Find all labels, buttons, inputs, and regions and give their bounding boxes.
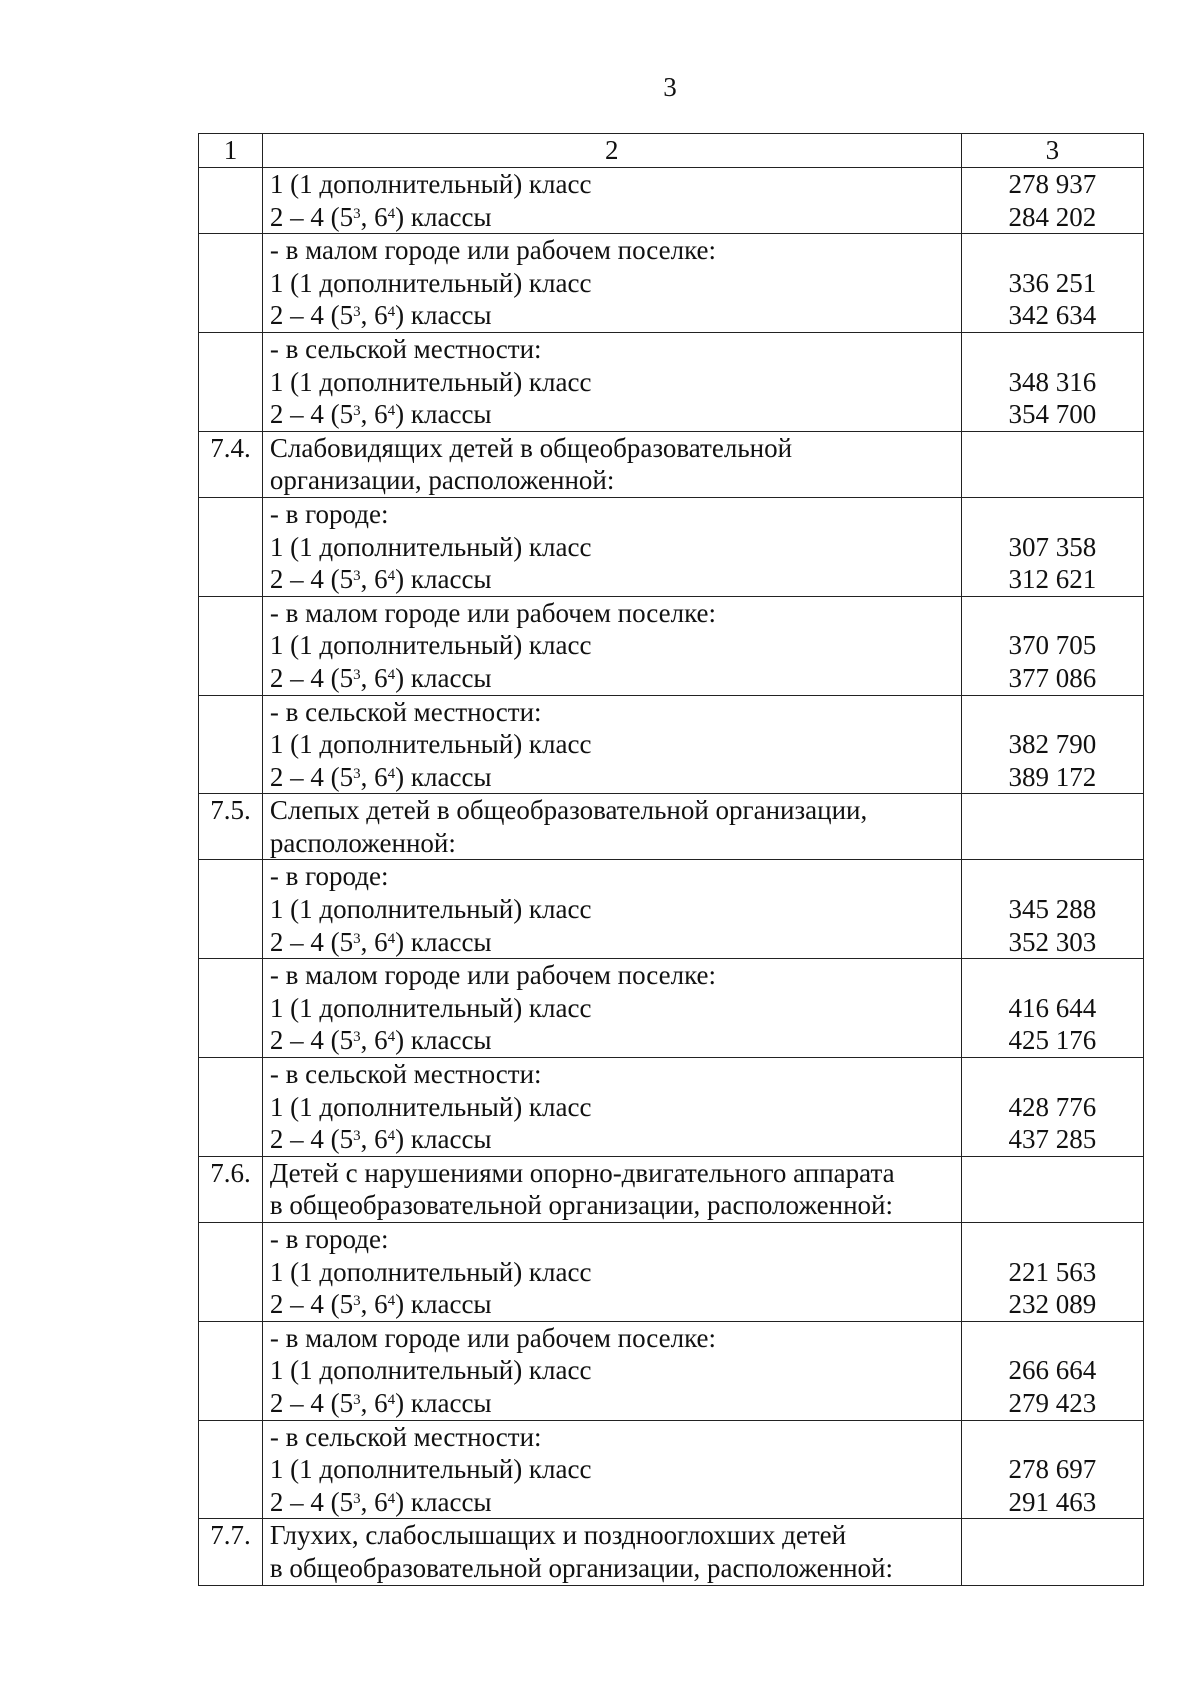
row-number-cell <box>199 860 263 959</box>
amount-value: 291 463 <box>1008 1486 1097 1517</box>
amount-cell <box>961 1519 1143 1585</box>
row-number-cell <box>199 497 263 596</box>
amount-cell <box>961 431 1143 497</box>
text-fragment: 2 – 4 (5 <box>269 564 354 595</box>
superscript: 4 <box>387 765 396 782</box>
amount-value: 352 303 <box>1008 926 1097 957</box>
description-line: Детей с нарушениями опорно-двигательного аппарата <box>269 1157 895 1188</box>
superscript: 3 <box>353 402 361 419</box>
amount-value: 428 776 <box>1008 1091 1097 1122</box>
superscript: 3 <box>353 666 361 683</box>
description-line: 1 (1 дополнительный) класс <box>269 1091 592 1122</box>
amount-value <box>962 1189 1143 1222</box>
row-number-cell <box>199 695 263 794</box>
row-number-cell <box>199 431 263 497</box>
row-number-cell <box>199 1321 263 1420</box>
amount-value: 425 176 <box>1008 1025 1097 1056</box>
superscript: 4 <box>387 304 396 321</box>
description-line: - в малом городе или рабочем поселке: <box>269 597 717 628</box>
amount-value: 382 790 <box>1008 729 1097 760</box>
description-cell <box>262 1420 961 1519</box>
superscript: 4 <box>387 666 396 683</box>
amount-cell <box>961 234 1143 333</box>
description-line <box>270 1387 961 1420</box>
amount-value: 389 172 <box>1008 761 1097 792</box>
description-line: 1 (1 дополнительный) класс <box>269 630 592 661</box>
row-number-cell <box>199 596 263 695</box>
text-fragment: ) классы <box>395 1289 492 1320</box>
row-number-cell <box>199 1156 263 1222</box>
amount-value <box>962 959 1143 992</box>
description-line: Слепых детей в общеобразовательной организации, <box>269 795 868 826</box>
description-line: Слабовидящих детей в общеобразовательной <box>269 432 793 463</box>
amount-cell <box>961 1058 1143 1157</box>
description-line <box>270 761 961 794</box>
row-number <box>199 597 262 630</box>
text-fragment: , 6 <box>360 1289 388 1320</box>
text-fragment: ) классы <box>395 399 492 430</box>
table-header-row <box>199 134 1144 168</box>
text-fragment: , 6 <box>360 564 388 595</box>
text-fragment: , 6 <box>360 1025 388 1056</box>
amount-value: 336 251 <box>1008 267 1097 298</box>
table-row <box>199 168 1144 234</box>
amount-value <box>962 333 1143 366</box>
superscript: 4 <box>387 402 396 419</box>
table-body <box>199 134 1144 1586</box>
amount-cell <box>961 1420 1143 1519</box>
amount-value <box>962 1058 1143 1091</box>
text-fragment: ) классы <box>395 300 492 331</box>
row-number: 7.6. <box>210 1157 251 1188</box>
superscript: 3 <box>353 930 361 947</box>
amount-value <box>962 860 1143 893</box>
amount-value: 416 644 <box>1008 992 1097 1023</box>
superscript: 4 <box>387 1391 396 1408</box>
text-fragment: ) классы <box>395 761 492 792</box>
table-row <box>199 1058 1144 1157</box>
text-fragment: ) классы <box>395 1025 492 1056</box>
table-row <box>199 860 1144 959</box>
amount-value: 354 700 <box>1008 399 1097 430</box>
table-row <box>199 794 1144 860</box>
text-fragment: , 6 <box>360 1387 388 1418</box>
amount-cell <box>961 168 1143 234</box>
description-line <box>270 662 961 695</box>
amount-cell <box>961 1156 1143 1222</box>
amount-value <box>962 1421 1143 1454</box>
amount-cell <box>961 1321 1143 1420</box>
description-line: - в сельской местности: <box>269 333 542 364</box>
description-line: 1 (1 дополнительный) класс <box>269 729 592 760</box>
text-fragment: ) классы <box>395 926 492 957</box>
amount-value <box>962 1552 1143 1585</box>
amount-cell <box>961 497 1143 596</box>
description-line: в общеобразовательной организации, расположенной: <box>269 1190 893 1221</box>
description-cell <box>262 959 961 1058</box>
table-row <box>199 1223 1144 1322</box>
amount-value <box>962 1519 1143 1552</box>
description-line: 1 (1 дополнительный) класс <box>269 992 592 1023</box>
amount-cell <box>961 794 1143 860</box>
text-fragment: ) классы <box>395 564 492 595</box>
description-line: - в городе: <box>269 498 389 529</box>
row-number <box>199 696 262 729</box>
description-cell <box>262 497 961 596</box>
description-cell <box>262 860 961 959</box>
text-fragment: ) классы <box>395 1387 492 1418</box>
row-number-cell <box>199 1223 263 1322</box>
text-fragment: ) классы <box>395 662 492 693</box>
amount-value: 279 423 <box>1008 1387 1097 1418</box>
text-fragment: 2 – 4 (5 <box>269 1124 354 1155</box>
superscript: 4 <box>387 1490 396 1507</box>
description-line: - в сельской местности: <box>269 1059 542 1090</box>
amount-value <box>962 1223 1143 1256</box>
description-line: - в сельской местности: <box>269 696 542 727</box>
text-fragment: 2 – 4 (5 <box>269 201 354 232</box>
description-line: - в городе: <box>269 1224 389 1254</box>
row-number-cell <box>199 168 263 234</box>
description-cell <box>262 1321 961 1420</box>
superscript: 3 <box>353 205 361 222</box>
text-fragment: , 6 <box>360 399 388 430</box>
row-number <box>199 1421 262 1454</box>
text-fragment: , 6 <box>360 761 388 792</box>
amount-value <box>962 1157 1143 1190</box>
amount-cell <box>961 860 1143 959</box>
table-row <box>199 332 1144 431</box>
amount-value <box>962 827 1143 860</box>
superscript: 4 <box>387 1292 396 1309</box>
superscript: 3 <box>353 1127 361 1144</box>
description-line: 1 (1 дополнительный) класс <box>269 1256 592 1287</box>
description-line: 1 (1 дополнительный) класс <box>269 267 592 298</box>
description-line: 1 (1 дополнительный) класс <box>269 531 592 562</box>
amount-cell <box>961 596 1143 695</box>
description-line <box>270 1288 961 1321</box>
amount-value: 377 086 <box>1008 662 1097 693</box>
tariff-table <box>198 133 1144 1586</box>
text-fragment: 2 – 4 (5 <box>269 1025 354 1056</box>
description-line: расположенной: <box>269 827 456 858</box>
description-line: в общеобразовательной организации, расположенной: <box>269 1552 893 1583</box>
table-row <box>199 695 1144 794</box>
description-line <box>270 563 961 596</box>
description-line <box>270 398 961 431</box>
amount-value: 278 697 <box>1008 1454 1097 1485</box>
table-row <box>199 596 1144 695</box>
text-fragment: , 6 <box>360 1124 388 1155</box>
row-number <box>199 498 262 531</box>
row-number-cell <box>199 794 263 860</box>
row-number: 7.5. <box>210 795 251 826</box>
amount-cell <box>961 959 1143 1058</box>
description-line <box>270 1123 961 1156</box>
header-col-3: 3 <box>961 134 1143 168</box>
description-line: Глухих, слабослышащих и позднооглохших детей <box>269 1520 847 1551</box>
amount-value <box>962 234 1143 267</box>
text-fragment: , 6 <box>360 662 388 693</box>
row-number <box>199 1058 262 1091</box>
description-cell <box>262 596 961 695</box>
description-cell <box>262 1223 961 1322</box>
amount-value: 342 634 <box>1008 300 1097 331</box>
table-row <box>199 959 1144 1058</box>
amount-value <box>962 1322 1143 1355</box>
description-cell <box>262 1156 961 1222</box>
table-row <box>199 1156 1144 1222</box>
text-fragment: 2 – 4 (5 <box>269 1289 354 1320</box>
row-number <box>199 1322 262 1355</box>
row-number-cell <box>199 332 263 431</box>
amount-cell <box>961 695 1143 794</box>
row-number-cell <box>199 234 263 333</box>
description-cell <box>262 1058 961 1157</box>
amount-value: 307 358 <box>1008 531 1097 562</box>
description-line <box>270 201 961 234</box>
amount-value <box>962 464 1143 497</box>
row-number <box>199 333 262 366</box>
superscript: 4 <box>387 567 396 584</box>
description-line: - в малом городе или рабочем поселке: <box>269 960 717 991</box>
superscript: 4 <box>387 1029 396 1046</box>
description-cell <box>262 332 961 431</box>
description-cell <box>262 234 961 333</box>
text-fragment: ) классы <box>395 1124 492 1155</box>
superscript: 3 <box>353 567 361 584</box>
amount-value <box>962 794 1143 827</box>
row-number <box>199 1223 262 1256</box>
description-line <box>270 1486 961 1519</box>
row-number-cell <box>199 959 263 1058</box>
superscript: 3 <box>353 1490 361 1507</box>
table-row <box>199 1420 1144 1519</box>
superscript: 3 <box>353 304 361 321</box>
description-line <box>270 926 961 959</box>
description-line: 1 (1 дополнительный) класс <box>269 894 592 925</box>
description-cell <box>262 168 961 234</box>
description-cell <box>262 794 961 860</box>
page-number: 3 <box>663 72 677 102</box>
superscript: 4 <box>387 205 396 222</box>
description-line: 1 (1 дополнительный) класс <box>269 1454 592 1485</box>
description-line <box>270 299 961 332</box>
amount-value: 284 202 <box>1008 201 1097 232</box>
table-row <box>199 234 1144 333</box>
text-fragment: 2 – 4 (5 <box>269 399 354 430</box>
superscript: 3 <box>353 1292 361 1309</box>
amount-value: 221 563 <box>1008 1256 1097 1287</box>
superscript: 4 <box>387 930 396 947</box>
amount-value <box>962 432 1143 465</box>
text-fragment: ) классы <box>395 201 492 232</box>
text-fragment: , 6 <box>360 201 388 232</box>
header-col-1: 1 <box>199 134 263 168</box>
row-number-cell <box>199 1058 263 1157</box>
superscript: 3 <box>353 765 361 782</box>
description-cell <box>262 431 961 497</box>
text-fragment: , 6 <box>360 1486 388 1517</box>
text-fragment: , 6 <box>360 300 388 331</box>
amount-cell <box>961 332 1143 431</box>
text-fragment: ) классы <box>395 1486 492 1517</box>
text-fragment: , 6 <box>360 926 388 957</box>
description-line <box>270 1024 961 1057</box>
text-fragment: 2 – 4 (5 <box>269 1486 354 1517</box>
description-line: - в городе: <box>269 861 389 892</box>
text-fragment: 2 – 4 (5 <box>269 761 354 792</box>
description-line: организации, расположенной: <box>269 465 615 496</box>
row-number <box>199 860 262 893</box>
description-line: 1 (1 дополнительный) класс <box>269 169 592 199</box>
amount-value: 266 664 <box>1008 1355 1097 1386</box>
row-number <box>199 234 262 267</box>
table-row <box>199 1519 1144 1585</box>
amount-value: 348 316 <box>1008 366 1097 397</box>
superscript: 3 <box>353 1391 361 1408</box>
amount-value: 345 288 <box>1008 894 1097 925</box>
table-row <box>199 497 1144 596</box>
row-number <box>199 959 262 992</box>
description-line: - в сельской местности: <box>269 1421 542 1452</box>
superscript: 3 <box>353 1029 361 1046</box>
amount-value: 278 937 <box>1008 169 1097 199</box>
description-cell <box>262 1519 961 1585</box>
table-row <box>199 1321 1144 1420</box>
row-number <box>199 168 262 201</box>
amount-value: 370 705 <box>1008 630 1097 661</box>
superscript: 4 <box>387 1127 396 1144</box>
text-fragment: 2 – 4 (5 <box>269 926 354 957</box>
amount-value: 312 621 <box>1008 564 1097 595</box>
description-line: - в малом городе или рабочем поселке: <box>269 1322 717 1353</box>
text-fragment: 2 – 4 (5 <box>269 1387 354 1418</box>
row-number-cell <box>199 1519 263 1585</box>
description-line: 1 (1 дополнительный) класс <box>269 1355 592 1386</box>
description-cell <box>262 695 961 794</box>
text-fragment: 2 – 4 (5 <box>269 300 354 331</box>
amount-cell <box>961 1223 1143 1322</box>
description-line: 1 (1 дополнительный) класс <box>269 366 592 397</box>
text-fragment: 2 – 4 (5 <box>269 662 354 693</box>
amount-value: 232 089 <box>1008 1289 1097 1320</box>
amount-value <box>962 696 1143 729</box>
row-number: 7.7. <box>210 1520 251 1551</box>
description-line: - в малом городе или рабочем поселке: <box>269 235 717 266</box>
table-row <box>199 431 1144 497</box>
header-col-2: 2 <box>262 134 961 168</box>
amount-value: 437 285 <box>1008 1124 1097 1155</box>
row-number: 7.4. <box>210 432 251 463</box>
amount-value <box>962 498 1143 531</box>
row-number-cell <box>199 1420 263 1519</box>
amount-value <box>962 597 1143 630</box>
